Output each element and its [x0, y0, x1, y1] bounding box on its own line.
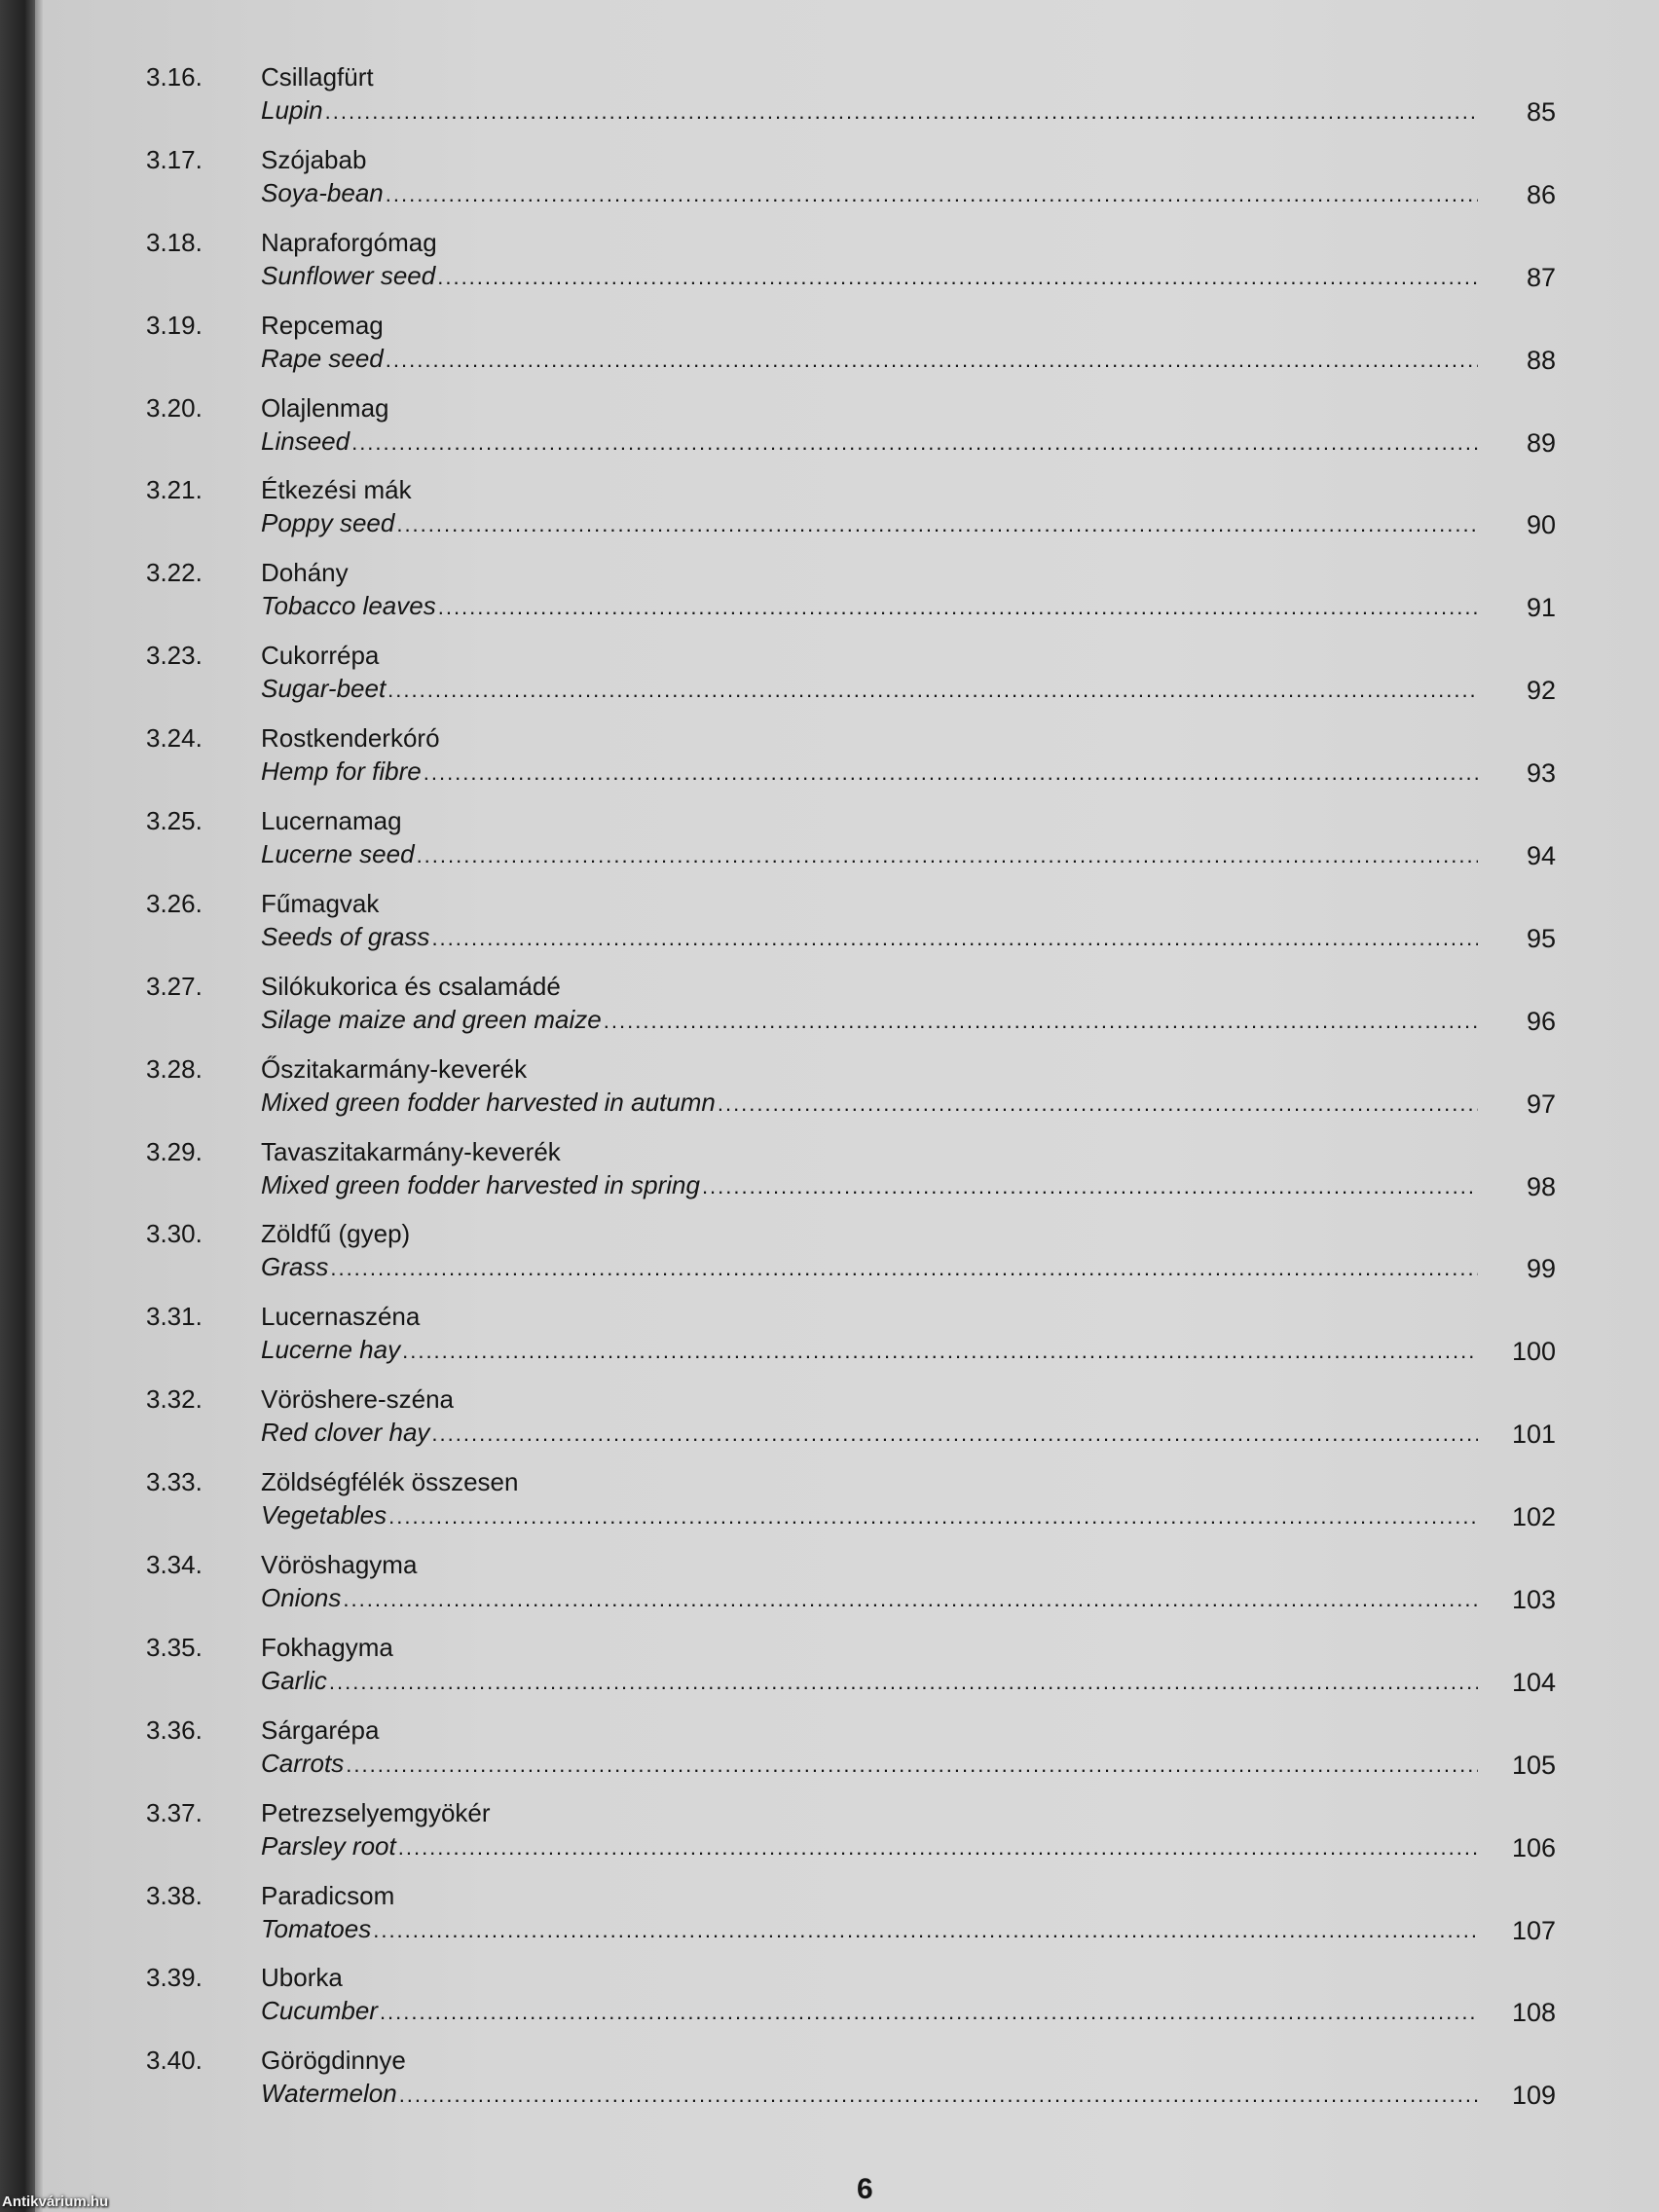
entry-number: 3.25. — [146, 806, 203, 836]
entry-title-english-line — [261, 1500, 1478, 1530]
toc-entry — [0, 635, 1659, 718]
entry-page: 85 — [1526, 97, 1556, 127]
entry-title-english: Rape seed — [261, 343, 384, 373]
entry-title-english-line — [261, 1666, 1478, 1696]
entry-title-english: Lucerne seed — [261, 839, 415, 869]
entry-title-english-line — [261, 839, 1478, 869]
entry-title-english: Carrots — [261, 1748, 345, 1778]
entry-title-english: Silage maize and green maize — [261, 1004, 602, 1034]
toc-entry — [0, 1627, 1659, 1710]
toc-entry — [0, 1875, 1659, 1958]
entry-number: 3.22. — [146, 558, 203, 588]
entry-title-english-line — [261, 1170, 1478, 1200]
entry-title-hungarian: Zöldfű (gyep) — [261, 1219, 411, 1249]
dot-leader — [431, 926, 1478, 951]
entry-number: 3.17. — [146, 144, 203, 174]
entry-title-english: Lucerne hay — [261, 1335, 401, 1365]
dot-leader — [431, 1421, 1478, 1447]
entry-title-hungarian: Uborka — [261, 1963, 343, 1993]
entry-number: 3.18. — [146, 227, 203, 257]
entry-title-english-line — [261, 1583, 1478, 1613]
entry-page: 88 — [1526, 345, 1556, 375]
entry-number: 3.27. — [146, 971, 203, 1001]
entry-title-hungarian: Rostkenderkóró — [261, 723, 440, 754]
dot-leader — [718, 1091, 1478, 1117]
toc-entry — [0, 1957, 1659, 2040]
entry-number: 3.21. — [146, 475, 203, 505]
entry-page: 96 — [1526, 1006, 1556, 1036]
entry-page: 98 — [1526, 1171, 1556, 1201]
entry-title-english: Watermelon — [261, 2079, 397, 2109]
entry-page: 102 — [1511, 1502, 1556, 1532]
entry-title-english-line — [261, 1914, 1478, 1944]
entry-number: 3.24. — [146, 723, 203, 754]
entry-title-english: Mixed green fodder harvested in spring — [261, 1169, 700, 1199]
entry-title-english-line — [261, 756, 1478, 787]
entry-title-english-line — [261, 426, 1478, 457]
dot-leader — [386, 182, 1478, 207]
entry-page: 93 — [1526, 758, 1556, 789]
entry-number: 3.35. — [146, 1632, 203, 1662]
toc-entry — [0, 1379, 1659, 1461]
toc-entry — [0, 2040, 1659, 2122]
entry-title-english-line — [261, 1831, 1478, 1862]
entry-page: 100 — [1511, 1337, 1556, 1367]
entry-title-english: Poppy seed — [261, 508, 395, 538]
entry-number: 3.32. — [146, 1384, 203, 1415]
entry-number: 3.33. — [146, 1467, 203, 1497]
entry-title-english: Lupin — [261, 95, 323, 125]
toc-entry — [0, 56, 1659, 139]
dot-leader — [386, 348, 1478, 373]
toc-entry — [0, 1544, 1659, 1627]
entry-title-english-line — [261, 1749, 1478, 1779]
entry-title-hungarian: Szójabab — [261, 144, 367, 174]
entry-title-english-line — [261, 1335, 1478, 1365]
dot-leader — [380, 2000, 1478, 2025]
dot-leader — [388, 1504, 1478, 1530]
entry-number: 3.36. — [146, 1714, 203, 1745]
toc-entry — [0, 1461, 1659, 1544]
entry-title-english-line — [261, 1088, 1478, 1118]
dot-leader — [346, 1752, 1478, 1778]
entry-title-hungarian: Étkezési mák — [261, 475, 412, 505]
entry-page: 107 — [1511, 1915, 1556, 1945]
page-number: 6 — [857, 2173, 873, 2205]
dot-leader — [398, 1835, 1478, 1861]
entry-page: 97 — [1526, 1088, 1556, 1119]
entry-number: 3.37. — [146, 1797, 203, 1827]
entry-title-hungarian: Tavaszitakarmány-keverék — [261, 1136, 561, 1166]
entry-title-hungarian: Dohány — [261, 558, 349, 588]
entry-number: 3.28. — [146, 1053, 203, 1084]
toc-entry — [0, 800, 1659, 883]
entry-title-hungarian: Lucernaszéna — [261, 1302, 421, 1332]
toc-entry — [0, 718, 1659, 800]
toc-entry — [0, 305, 1659, 387]
entry-title-english-line — [261, 922, 1478, 952]
dot-leader — [604, 1009, 1478, 1034]
entry-title-hungarian: Őszitakarmány-keverék — [261, 1053, 528, 1084]
entry-title-english: Grass — [261, 1252, 329, 1282]
dot-leader — [438, 595, 1478, 620]
entry-title-english-line — [261, 1252, 1478, 1282]
entry-number: 3.30. — [146, 1219, 203, 1249]
dot-leader — [387, 678, 1478, 703]
entry-title-english-line — [261, 508, 1478, 538]
toc-entry — [0, 387, 1659, 470]
entry-title-hungarian: Vöröshere-széna — [261, 1384, 454, 1415]
entry-title-english: Tobacco leaves — [261, 591, 436, 621]
dot-leader — [437, 265, 1478, 290]
entry-page: 87 — [1526, 262, 1556, 292]
dot-leader — [399, 2083, 1478, 2108]
entry-number: 3.34. — [146, 1550, 203, 1580]
entry-number: 3.19. — [146, 310, 203, 340]
entry-title-hungarian: Paradicsom — [261, 1880, 395, 1910]
entry-title-hungarian: Zöldségfélék összesen — [261, 1467, 519, 1497]
entry-title-english-line — [261, 674, 1478, 704]
entry-title-english: Cucumber — [261, 1996, 378, 2026]
toc-entry — [0, 1049, 1659, 1131]
entry-title-english: Seeds of grass — [261, 921, 430, 951]
entry-number: 3.40. — [146, 2046, 203, 2076]
entry-title-hungarian: Fokhagyma — [261, 1632, 393, 1662]
toc-entry — [0, 222, 1659, 305]
entry-page: 99 — [1526, 1254, 1556, 1284]
entry-number: 3.29. — [146, 1136, 203, 1166]
dot-leader — [351, 430, 1478, 456]
entry-number: 3.38. — [146, 1880, 203, 1910]
toc-entry — [0, 1131, 1659, 1214]
dot-leader — [329, 1670, 1478, 1695]
entry-title-hungarian: Cukorrépa — [261, 641, 380, 671]
entry-page: 94 — [1526, 841, 1556, 871]
entry-title-hungarian: Fűmagvak — [261, 888, 380, 918]
toc-entry — [0, 139, 1659, 222]
toc-entry — [0, 883, 1659, 966]
entry-number: 3.20. — [146, 392, 203, 423]
dot-leader — [373, 1918, 1478, 1943]
entry-title-english-line — [261, 591, 1478, 621]
toc-entry — [0, 552, 1659, 635]
dot-leader — [343, 1587, 1478, 1612]
entry-title-hungarian: Olajlenmag — [261, 392, 389, 423]
entry-page: 106 — [1511, 1832, 1556, 1862]
entry-page: 101 — [1511, 1419, 1556, 1450]
entry-page: 103 — [1511, 1585, 1556, 1615]
entry-title-english: Hemp for fibre — [261, 756, 422, 787]
toc-entry — [0, 1710, 1659, 1792]
entry-page: 105 — [1511, 1750, 1556, 1780]
entry-title-hungarian: Csillagfürt — [261, 62, 374, 92]
entry-page: 104 — [1511, 1667, 1556, 1697]
entry-title-hungarian: Petrezselyemgyökér — [261, 1797, 491, 1827]
entry-title-english: Soya-bean — [261, 177, 384, 207]
entry-number: 3.16. — [146, 62, 203, 92]
entry-title-english-line — [261, 1418, 1478, 1448]
entry-title-english: Mixed green fodder harvested in autumn — [261, 1087, 716, 1117]
entry-title-english: Sugar-beet — [261, 674, 387, 704]
entry-title-english-line — [261, 261, 1478, 291]
entry-title-english: Onions — [261, 1583, 342, 1613]
dot-leader — [702, 1174, 1478, 1199]
entry-title-hungarian: Sárgarépa — [261, 1714, 380, 1745]
dot-leader — [417, 843, 1478, 868]
entry-title-english: Vegetables — [261, 1500, 387, 1530]
entry-number: 3.23. — [146, 641, 203, 671]
entry-title-english-line — [261, 2079, 1478, 2109]
entry-title-english-line — [261, 178, 1478, 208]
entry-page: 109 — [1511, 2081, 1556, 2111]
entry-number: 3.39. — [146, 1963, 203, 1993]
entry-number: 3.26. — [146, 888, 203, 918]
entry-title-english-line — [261, 344, 1478, 374]
entry-title-english-line — [261, 1996, 1478, 2026]
dot-leader — [402, 1339, 1478, 1364]
entry-title-english-line — [261, 1005, 1478, 1035]
entry-page: 92 — [1526, 676, 1556, 706]
entry-page: 91 — [1526, 593, 1556, 623]
entry-title-hungarian: Vöröshagyma — [261, 1550, 418, 1580]
entry-title-english: Garlic — [261, 1665, 327, 1695]
entry-page: 89 — [1526, 427, 1556, 458]
entry-title-english-line — [261, 95, 1478, 126]
entry-page: 108 — [1511, 1998, 1556, 2028]
watermark: Antikvárium.hu — [2, 2194, 109, 2210]
toc-entry — [0, 1296, 1659, 1379]
dot-leader — [330, 1256, 1478, 1281]
entry-title-hungarian: Repcemag — [261, 310, 384, 340]
dot-leader — [424, 760, 1478, 786]
entry-title-english: Linseed — [261, 425, 350, 456]
dot-leader — [396, 512, 1478, 537]
entry-title-hungarian: Görögdinnye — [261, 2046, 406, 2076]
toc-entry — [0, 1792, 1659, 1875]
entry-title-english: Red clover hay — [261, 1418, 430, 1448]
entry-title-english: Parsley root — [261, 1830, 396, 1861]
entry-page: 86 — [1526, 179, 1556, 209]
entry-title-hungarian: Lucernamag — [261, 806, 402, 836]
entry-page: 90 — [1526, 510, 1556, 540]
toc-entry — [0, 469, 1659, 552]
dot-leader — [325, 99, 1478, 125]
toc-entry — [0, 1213, 1659, 1296]
entry-title-hungarian: Napraforgómag — [261, 227, 437, 257]
entry-number: 3.31. — [146, 1302, 203, 1332]
entry-title-english: Tomatoes — [261, 1913, 372, 1943]
entry-title-english: Sunflower seed — [261, 260, 436, 290]
toc-entry — [0, 966, 1659, 1049]
entry-page: 95 — [1526, 923, 1556, 953]
entry-title-hungarian: Silókukorica és csalamádé — [261, 971, 561, 1001]
table-of-contents — [0, 56, 1659, 2122]
